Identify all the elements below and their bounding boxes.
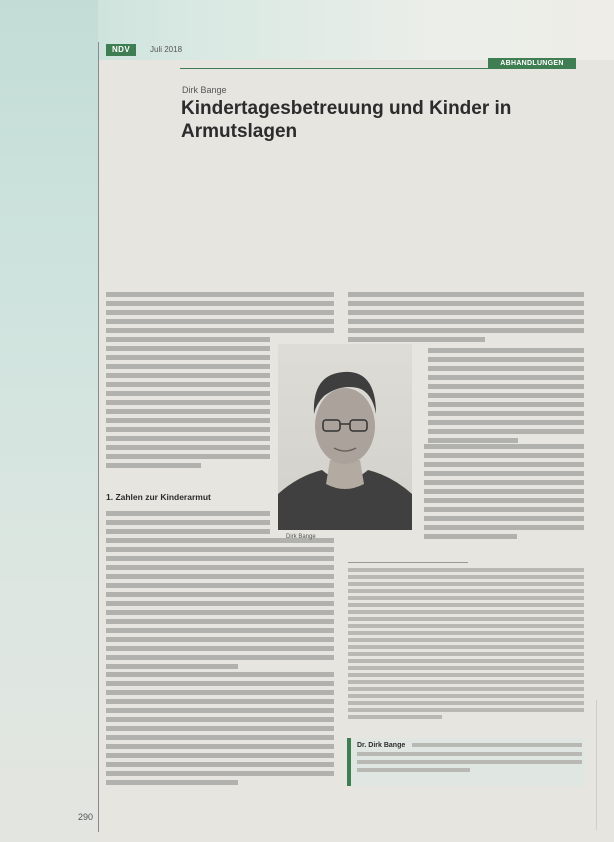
body-text-left-middle xyxy=(106,337,270,472)
section-rule xyxy=(180,68,576,69)
photo-caption: Dirk Bange xyxy=(286,534,316,540)
article-title: Kindertagesbetreuung und Kinder in Armutslagen xyxy=(181,98,512,142)
author-portrait-image xyxy=(278,344,412,530)
section-heading: 1. Zahlen zur Kinderarmut xyxy=(106,492,211,502)
footnotes xyxy=(348,568,584,722)
body-text-right-middle xyxy=(424,444,584,543)
author-photo xyxy=(278,344,412,530)
body-text-left-section xyxy=(106,511,270,538)
footnote-rule xyxy=(348,562,468,563)
issue-date: Juli 2018 xyxy=(150,45,183,54)
page-edge xyxy=(596,700,597,830)
section-label: ABHANDLUNGEN xyxy=(488,58,576,69)
body-text-left-lower xyxy=(106,538,334,673)
page-number: 290 xyxy=(78,812,94,822)
body-text-right-top xyxy=(348,292,584,346)
body-text-left-top xyxy=(106,292,334,337)
author-info-accent xyxy=(347,738,351,786)
article-author: Dirk Bange xyxy=(182,85,227,95)
author-info-name: Dr. Dirk Bange xyxy=(357,742,406,749)
highlighted-paragraph xyxy=(428,348,584,447)
left-margin-shading xyxy=(0,0,98,842)
author-info-text-more xyxy=(357,752,582,776)
margin-rule xyxy=(98,42,99,832)
journal-badge: NDV xyxy=(106,44,136,56)
author-info-text xyxy=(412,743,582,751)
body-text-left-bottom xyxy=(106,672,334,789)
